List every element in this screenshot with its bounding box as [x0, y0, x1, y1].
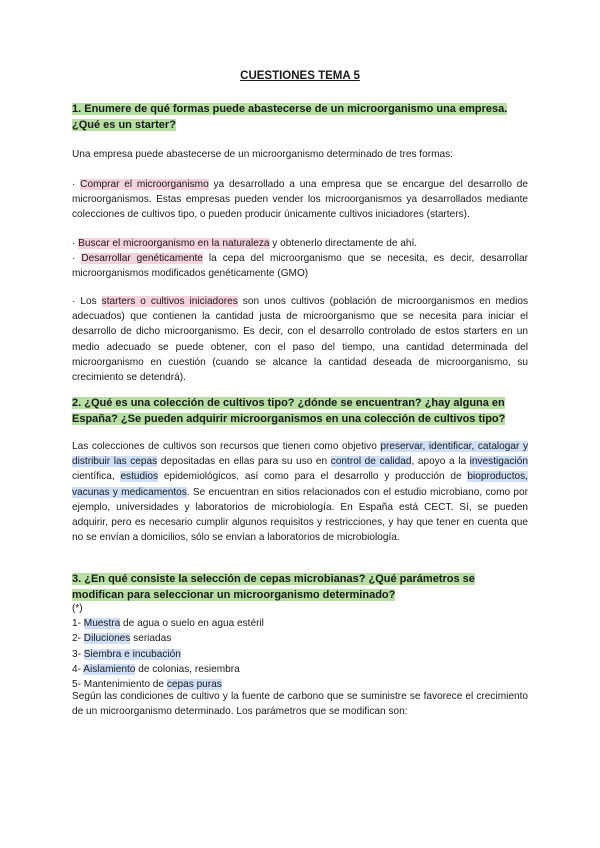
bullet: · — [72, 179, 81, 190]
question-3-highlight — [72, 573, 475, 601]
highlight-blue: bioproductos, vacunas y medicamentos — [72, 471, 528, 498]
highlight-blue: cepas puras — [166, 679, 222, 691]
highlight-pink: starters o cultivos iniciadores — [101, 296, 238, 307]
step-number: 4- — [72, 663, 84, 675]
answer-1-option-1 — [72, 177, 528, 223]
question-2-highlight — [72, 397, 505, 425]
answer-1-starter — [72, 294, 528, 385]
step-number: 1- — [72, 618, 84, 630]
step-text: Mantenimiento de — [83, 679, 167, 691]
list-item — [72, 662, 528, 677]
option-text: y obtenerlo directamente de ahí. — [269, 238, 418, 249]
highlight-blue: Aislamiento — [83, 663, 136, 675]
step-number: 5- — [72, 679, 84, 691]
step-text: de agua o suelo en agua estéril — [120, 618, 264, 630]
bullet: · — [72, 253, 82, 264]
list-item — [72, 647, 528, 662]
question-text: ¿En qué consiste la selección de cepas microbianas? ¿Qué parámetros se modifican para seleccionar un microorganismo determinado? — [72, 573, 475, 601]
answer-text: . Se encuentran en sitios relacionados con el estudio microbiano, como por ejemplo, universidades y laboratorios de microbiología. En España está CECT. Sí, se pueden adquirir, pero es necesario cumplir algunos requisitos y restricciones, y hay que tener en cuenta que no se envían a domicilios, sólo se envían a laboratorios de microbiología. — [72, 486, 529, 544]
option-text: la cepa del microorganismo que se necesita, es decir, desarrollar microorganismos modificados genéticamente (GMO) — [72, 253, 528, 280]
answer-text: científica, — [72, 471, 121, 483]
answer-text: Las colecciones de cultivos son recursos que tienen como objetivo — [72, 441, 381, 452]
step-text: seriadas — [130, 633, 172, 645]
highlight-pink: Buscar el microorganismo en la naturaleza — [78, 238, 270, 249]
answer-3 — [72, 601, 528, 692]
option-text: ya desarrollado a una empresa que se encargue del desarrollo de microorganismos. Estas empresas pueden vender los microorganismos ya desarrollados mediante colecciones de cultivos tipo, o pueden producir únicamente cultivos iniciadores (starters). — [72, 179, 528, 221]
step-text: de colonias, resiembra — [135, 663, 240, 675]
highlight-blue: preservar, identificar, catalogar y distribuir las cepas — [72, 441, 528, 468]
question-1-highlight — [72, 103, 507, 131]
question-text: ¿Qué es una colección de cultivos tipo? ¿dónde se encuentran? ¿hay alguna en España? ¿Se pueden adquirir microorganismos en una colección de cultivos tipo? — [72, 397, 506, 425]
starter-prefix: · Los — [72, 296, 102, 307]
highlight-blue: Diluciones — [83, 633, 131, 645]
highlight-blue: Muestra — [83, 618, 121, 630]
answer-1-option-3 — [72, 251, 528, 281]
answer-1-intro: Una empresa puede abastecerse de un microorganismo determinado de tres formas: — [72, 149, 453, 160]
question-2 — [72, 395, 528, 427]
answer-2 — [72, 439, 528, 545]
question-text: Enumere de qué formas puede abastecerse de un microorganismo una empresa. ¿Qué es un starter? — [72, 103, 508, 131]
asterisk-note: (*) — [72, 603, 83, 614]
question-3 — [72, 571, 528, 603]
starter-text: son unos cultivos (población de microorganismos en medios adecuados) que contienen la cantidad justa de microorganismo que se necesita para iniciar el desarrollo de dicho microorganismo. Es decir, con el desarrollo controlado de estos starters en un medio adecuado se puede obtener, con el paso del tiempo, una cantidad determinada del microorganismo en cuestión (cuando se alcance la cantidad deseada de microorganismo, su crecimiento se detendrá). — [72, 296, 529, 384]
question-number: 3. — [72, 573, 82, 585]
page-title: CUESTIONES TEMA 5 — [240, 70, 360, 82]
bullet: · — [72, 238, 79, 249]
answer-1-option-2 — [72, 236, 528, 251]
answer-text: epidemiológicos, así como para el desarrollo y producción de — [158, 471, 468, 483]
highlight-blue: Siembra e incubación — [83, 648, 181, 660]
highlight-blue: control de calidad — [330, 456, 412, 468]
step-number: 2- — [72, 633, 84, 645]
list-item — [72, 631, 528, 646]
question-number: 1. — [72, 103, 82, 115]
step-number: 3- — [72, 648, 84, 660]
highlight-pink: Desarrollar genéticamente — [81, 253, 203, 264]
highlight-blue: investigación — [469, 456, 529, 468]
answer-text: depositadas en ellas para su uso en — [157, 456, 331, 468]
list-item — [72, 616, 528, 631]
highlight-blue: estudios — [120, 471, 159, 483]
answer-text: , apoyo a la — [411, 456, 470, 468]
question-number: 2. — [72, 397, 82, 409]
answer-3-closing: Según las condiciones de cultivo y la fuente de carbono que se suministre se favorece el crecimiento de un microorganismo determinado. Los parámetros que se modifican son: — [72, 691, 528, 718]
highlight-pink: Comprar el microorganismo — [80, 179, 209, 190]
question-1 — [72, 101, 528, 133]
